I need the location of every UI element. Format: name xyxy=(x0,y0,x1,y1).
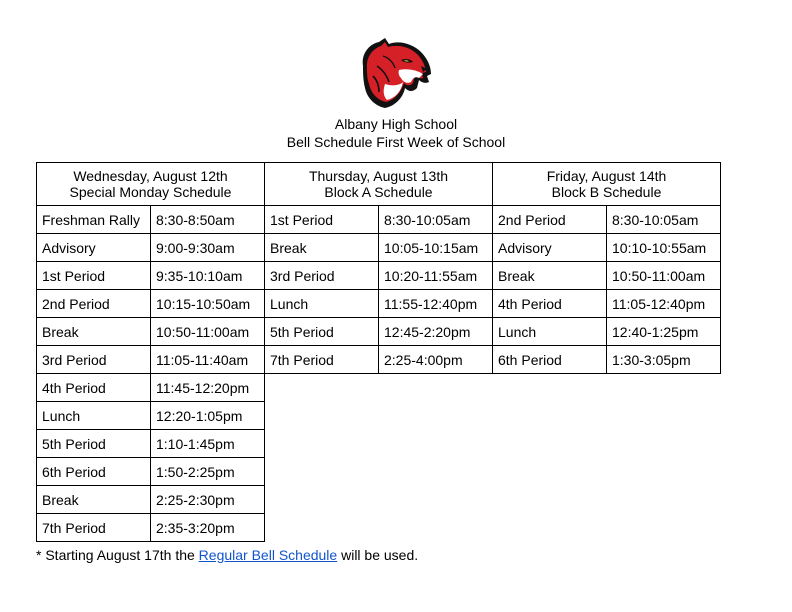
period-name: Break xyxy=(37,318,151,346)
period-name: Break xyxy=(493,262,607,290)
empty-cell xyxy=(493,374,607,402)
table-row xyxy=(37,458,721,486)
period-time: 12:45-2:20pm xyxy=(379,318,493,346)
table-row xyxy=(37,318,721,346)
period-time: 10:50-11:00am xyxy=(607,262,721,290)
empty-cell xyxy=(607,430,721,458)
empty-cell xyxy=(379,430,493,458)
table-row xyxy=(37,346,721,374)
period-time: 9:00-9:30am xyxy=(151,234,265,262)
empty-cell xyxy=(265,402,379,430)
empty-cell xyxy=(265,486,379,514)
footnote-prefix: * Starting August 17th the xyxy=(36,547,199,563)
table-row xyxy=(37,290,721,318)
period-name: 6th Period xyxy=(493,346,607,374)
period-name: 7th Period xyxy=(265,346,379,374)
period-time: 9:35-10:10am xyxy=(151,262,265,290)
period-name: 2nd Period xyxy=(493,206,607,234)
document-title: Bell Schedule First Week of School xyxy=(286,134,506,150)
period-name: Lunch xyxy=(493,318,607,346)
empty-cell xyxy=(379,402,493,430)
empty-cell xyxy=(493,514,607,542)
period-time: 10:05-10:15am xyxy=(379,234,493,262)
period-time: 1:50-2:25pm xyxy=(151,458,265,486)
period-time: 2:25-2:30pm xyxy=(151,486,265,514)
day-header-thursday xyxy=(265,163,493,206)
period-time: 1:30-3:05pm xyxy=(607,346,721,374)
period-name: Break xyxy=(265,234,379,262)
period-time: 10:50-11:00am xyxy=(151,318,265,346)
table-row xyxy=(37,374,721,402)
footnote xyxy=(36,546,418,564)
table-row xyxy=(37,206,721,234)
period-time: 11:05-12:40pm xyxy=(607,290,721,318)
period-time: 2:35-3:20pm xyxy=(151,514,265,542)
empty-cell xyxy=(607,486,721,514)
period-time: 1:10-1:45pm xyxy=(151,430,265,458)
empty-cell xyxy=(379,486,493,514)
regular-bell-schedule-link[interactable]: Regular Bell Schedule xyxy=(198,547,338,563)
empty-cell xyxy=(607,458,721,486)
period-name: Advisory xyxy=(493,234,607,262)
period-name: 3rd Period xyxy=(37,346,151,374)
period-time: 11:45-12:20pm xyxy=(151,374,265,402)
empty-cell xyxy=(265,458,379,486)
period-time: 11:55-12:40pm xyxy=(379,290,493,318)
day-date: Friday, August 14th xyxy=(546,168,667,184)
table-row xyxy=(37,430,721,458)
period-name: 2nd Period xyxy=(37,290,151,318)
empty-cell xyxy=(493,458,607,486)
day-header-friday xyxy=(493,163,721,206)
empty-cell xyxy=(493,430,607,458)
period-name: 5th Period xyxy=(265,318,379,346)
period-name: 1st Period xyxy=(265,206,379,234)
period-name: Freshman Rally xyxy=(37,206,151,234)
period-name: 1st Period xyxy=(37,262,151,290)
empty-cell xyxy=(493,486,607,514)
period-time: 8:30-10:05am xyxy=(379,206,493,234)
day-header-wednesday xyxy=(37,163,265,206)
table-row xyxy=(37,514,721,542)
period-time: 12:20-1:05pm xyxy=(151,402,265,430)
table-row xyxy=(37,486,721,514)
period-name: Advisory xyxy=(37,234,151,262)
empty-cell xyxy=(265,514,379,542)
schedule-name: Special Monday Schedule xyxy=(69,184,232,200)
empty-cell xyxy=(493,402,607,430)
period-time: 12:40-1:25pm xyxy=(607,318,721,346)
period-name: 7th Period xyxy=(37,514,151,542)
table-row xyxy=(37,262,721,290)
empty-cell xyxy=(379,514,493,542)
period-time: 8:30-8:50am xyxy=(151,206,265,234)
empty-cell xyxy=(607,514,721,542)
schedule-name: Block B Schedule xyxy=(551,184,662,200)
panther-mascot-icon xyxy=(355,36,437,112)
period-time: 11:05-11:40am xyxy=(151,346,265,374)
empty-cell xyxy=(379,458,493,486)
bell-schedule-table xyxy=(36,162,721,542)
table-header-row xyxy=(37,163,721,206)
day-date: Wednesday, August 12th xyxy=(73,168,228,184)
period-time: 10:10-10:55am xyxy=(607,234,721,262)
table-row xyxy=(37,402,721,430)
period-name: Break xyxy=(37,486,151,514)
period-time: 10:15-10:50am xyxy=(151,290,265,318)
school-name: Albany High School xyxy=(334,116,458,132)
empty-cell xyxy=(265,430,379,458)
empty-cell xyxy=(379,374,493,402)
empty-cell xyxy=(265,374,379,402)
empty-cell xyxy=(607,374,721,402)
period-name: Lunch xyxy=(265,290,379,318)
period-name: 4th Period xyxy=(493,290,607,318)
period-name: 3rd Period xyxy=(265,262,379,290)
period-time: 2:25-4:00pm xyxy=(379,346,493,374)
day-date: Thursday, August 13th xyxy=(308,168,449,184)
period-time: 10:20-11:55am xyxy=(379,262,493,290)
period-name: Lunch xyxy=(37,402,151,430)
period-name: 5th Period xyxy=(37,430,151,458)
schedule-name: Block A Schedule xyxy=(324,184,433,200)
period-name: 4th Period xyxy=(37,374,151,402)
period-name: 6th Period xyxy=(37,458,151,486)
footnote-suffix: will be used. xyxy=(337,547,419,563)
empty-cell xyxy=(607,402,721,430)
table-row xyxy=(37,234,721,262)
period-time: 8:30-10:05am xyxy=(607,206,721,234)
